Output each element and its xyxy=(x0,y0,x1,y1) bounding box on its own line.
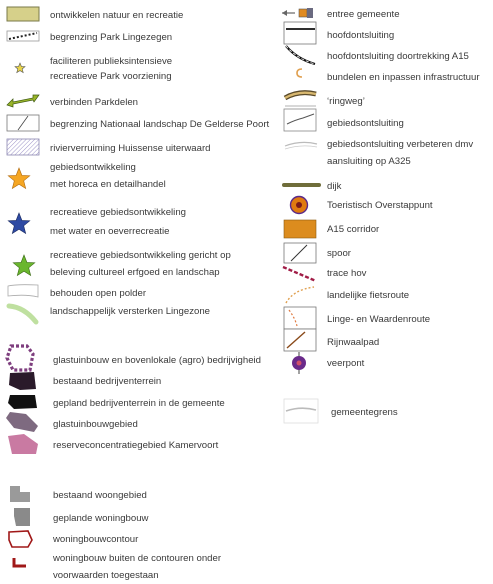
trace-hov-symbol xyxy=(281,264,319,284)
legend-label-buiten-contouren-2: voorwaarden toegestaan xyxy=(53,570,159,581)
small-star-icon xyxy=(14,62,26,74)
rijnwaalpad-symbol xyxy=(283,328,319,352)
legend-label-water-2: met water en oeverrecreatie xyxy=(50,226,170,237)
legend-label-erfgoed-1: recreatieve gebiedsontwikkeling gericht op xyxy=(50,250,231,261)
glastuinbouwgebied-swatch xyxy=(4,410,40,434)
natuur-recreatie-swatch xyxy=(6,6,40,22)
gebiedsontsluiting-verbeteren-symbol xyxy=(283,136,321,152)
gepland-bedrijventerrein-swatch xyxy=(6,393,38,411)
legend-label-dijk: dijk xyxy=(327,181,342,192)
legend-label-spoor: spoor xyxy=(327,248,351,259)
legend-label-bestaand-woongebied: bestaand woongebied xyxy=(53,490,147,501)
ringweg-symbol xyxy=(283,86,319,110)
legend-label-verbeteren-1: gebiedsontsluiting verbeteren dmv xyxy=(327,139,474,150)
legend-label-gebiedsontsluiting: gebiedsontsluiting xyxy=(327,118,404,129)
legend-label-rivierverruiming: rivierverruiming Huissense uiterwaard xyxy=(50,143,211,154)
legend-label-erfgoed-2: beleving cultureel erfgoed en landschap xyxy=(50,267,220,278)
a15-corridor-swatch xyxy=(283,218,319,240)
legend-label-water-1: recreatieve gebiedsontwikkeling xyxy=(50,207,186,218)
legend-label-bestaand-bedrijven: bestaand bedrijventerrein xyxy=(53,376,162,387)
legend-label-veerpont: veerpont xyxy=(327,358,365,369)
legend-label-hoofdontsluiting-a15: hoofdontsluiting doortrekking A15 xyxy=(327,51,469,62)
kamervoort-swatch xyxy=(6,432,40,456)
legend-label-a15-corridor: A15 corridor xyxy=(327,224,380,235)
legend-label-glastuinbouwgebied: glastuinbouwgebied xyxy=(53,419,138,430)
legend-label-overstappunt: Toeristisch Overstappunt xyxy=(327,200,433,211)
legend-label-natuur: ontwikkelen natuur en recreatie xyxy=(50,10,184,21)
overstappunt-icon xyxy=(289,195,309,215)
veerpont-icon xyxy=(289,351,309,375)
legend-label-faciliteren-2: recreatieve Park voorziening xyxy=(50,71,172,82)
legend-label-geplande-woningbouw: geplande woningbouw xyxy=(53,513,149,524)
bundelen-icon xyxy=(294,66,306,80)
legend-label-horeca-1: gebiedsontwikkeling xyxy=(50,162,136,173)
legend-label-verbeteren-2: aansluiting op A325 xyxy=(327,156,411,167)
lingezone-symbol xyxy=(6,302,40,324)
legend-label-faciliteren-1: faciliteren publieksintensieve xyxy=(50,56,173,67)
legend-label-horeca-2: met horeca en detailhandel xyxy=(50,179,166,190)
legend-label-entree: entree gemeente xyxy=(327,9,400,20)
nationaal-landschap-symbol xyxy=(6,114,40,132)
legend-label-gepland-bedrijven: gepland bedrijventerrein in de gemeente xyxy=(53,398,225,409)
open-polder-symbol xyxy=(6,282,40,300)
legend-label-fietsroute: landelijke fietsroute xyxy=(327,290,410,301)
rivierverruiming-swatch xyxy=(6,138,40,156)
hoofdontsluiting-a15-symbol xyxy=(283,43,319,67)
fietsroute-symbol xyxy=(283,284,319,306)
park-boundary-symbol xyxy=(6,28,40,44)
linge-waardenroute-symbol xyxy=(283,306,319,330)
green-star-icon xyxy=(12,254,36,278)
legend-label-linge-route: Linge- en Waardenroute xyxy=(327,314,431,325)
gemeentegrens-symbol xyxy=(283,398,321,426)
legend-label-trace-hov: trace hov xyxy=(327,268,367,279)
spoor-symbol xyxy=(283,242,319,264)
double-arrow-icon xyxy=(5,92,41,108)
legend-label-kamervoort: reserveconcentratiegebied Kamervoort xyxy=(53,440,219,451)
legend-label-bundelen: bundelen en inpassen infrastructuur xyxy=(327,72,480,83)
legend-label-rijnwaalpad: Rijnwaalpad xyxy=(327,337,380,348)
entree-gemeente-icon xyxy=(281,5,317,21)
buiten-contouren-symbol xyxy=(8,556,30,570)
orange-star-icon xyxy=(7,167,31,191)
legend-label-open-polder: behouden open polder xyxy=(50,288,147,299)
bestaand-woongebied-swatch xyxy=(7,484,33,504)
blue-star-icon xyxy=(7,212,31,236)
legend-label-buiten-contouren-1: woningbouw buiten de contouren onder xyxy=(53,553,222,564)
legend-label-park-boundary: begrenzing Park Lingezegen xyxy=(50,32,173,43)
dijk-symbol xyxy=(283,180,321,190)
bestaand-bedrijventerrein-swatch xyxy=(6,370,38,392)
legend-label-glastuinbouw-agro: glastuinbouw en bovenlokale (agro) bedrijvigheid xyxy=(53,355,261,366)
woningbouwcontour-symbol xyxy=(6,528,36,550)
legend-label-hoofdontsluiting: hoofdontsluiting xyxy=(327,30,395,41)
legend-label-nationaal-landschap: begrenzing Nationaal landschap De Gelderse Poort xyxy=(50,119,270,130)
legend-label-verbinden: verbinden Parkdelen xyxy=(50,97,139,108)
glastuinbouw-agro-symbol xyxy=(5,344,35,372)
legend-label-lingezone: landschappelijk versterken Lingezone xyxy=(50,306,210,317)
legend-label-woningbouwcontour: woningbouwcontour xyxy=(53,534,139,545)
geplande-woningbouw-swatch xyxy=(10,506,34,528)
gebiedsontsluiting-symbol xyxy=(283,108,319,132)
legend-label-ringweg: ‘ringweg’ xyxy=(327,96,365,107)
legend-label-gemeentegrens: gemeentegrens xyxy=(331,407,398,418)
